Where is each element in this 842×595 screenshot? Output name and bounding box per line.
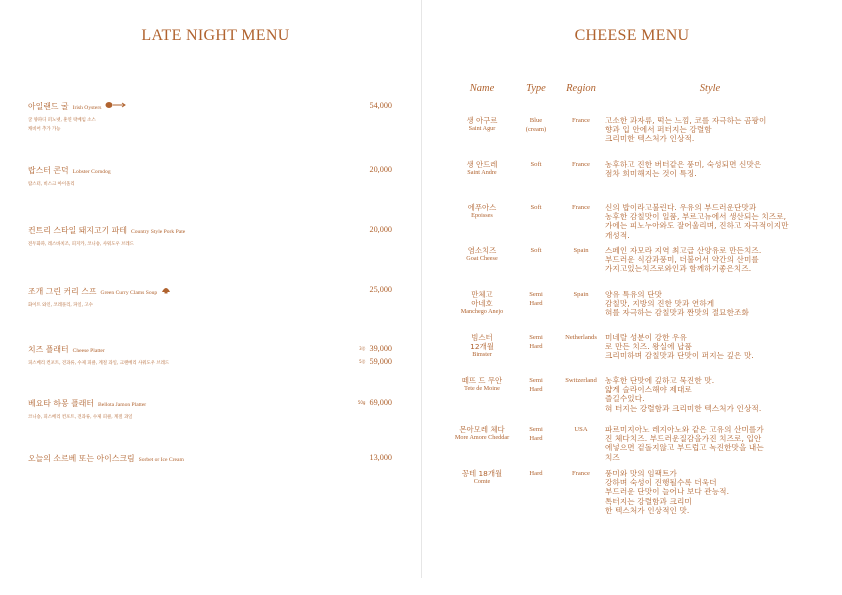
cheese-region: France — [572, 117, 590, 124]
cheese-style: 신의 밥이라고불린다. 우유의 부드러운단맛과 농후한 감칠맛이 일품, 부르고뉴에서 생산되는 치즈로, 가에는 피노누아와도 잘어울리며, 진하고 자극적이지만 개성적. — [605, 203, 789, 240]
item-name-ko: 컨트리 스타일 돼지고기 파테 — [28, 226, 127, 235]
item-name-en: Lobster Corndog — [72, 169, 111, 175]
cheese-region: Switzerland — [565, 377, 597, 384]
item-desc-line: 캐비어 추가 가능 — [28, 127, 61, 132]
cheese-type: Blue (cream) — [525, 117, 547, 133]
cheese-type: Semi Hard — [529, 291, 543, 307]
item-name-en: Country Style Pork Pate — [131, 229, 186, 235]
cheese-name: 만체고 아네호 Manchego Anejo — [460, 290, 504, 315]
cheese-region: France — [572, 204, 590, 211]
item-name-en: Bellota Jamon Platter — [98, 402, 147, 408]
cheese-type: Soft — [530, 161, 542, 168]
item-price: 20,000 — [369, 225, 392, 234]
item-desc-line: 전두화파, 레스바치조, 피지카, 코니숑, 사워도우 브레드 — [28, 242, 134, 247]
header-region: Region — [566, 83, 596, 94]
late-night-title: LATE NIGHT MENU — [141, 27, 290, 44]
item-name-ko: 오늘의 소르베 또는 아이스크림 — [28, 454, 135, 463]
cheese-name: 몬아모레 체다 More Amore Cheddar — [454, 425, 510, 441]
cheese-style: 미네랄 성분이 강한 우유 로 만든 치즈. 왕실에 납품 크리미하며 감칠맛과 단맛이 퍼지는 깊은 맛. — [605, 333, 754, 361]
item-price: 54,000 — [369, 101, 392, 110]
item-desc-line: 화이트 와인, 코레플리, 파일, 고수 — [28, 303, 93, 308]
item-price: 20,000 — [369, 165, 392, 174]
shell-icon — [161, 285, 171, 296]
cheese-name: 생 안드레 Saint Andre — [466, 160, 498, 176]
item-desc-line: 코니숑, 피스베리 컨포트, 견과류, 수제 피클, 계절 과일 — [28, 415, 133, 420]
item-name-en: Sorbet or Ice Cream — [138, 457, 184, 463]
menu-item-pork-pate — [28, 225, 392, 249]
cheese-name: 생 아구르 Saint Agur — [466, 116, 498, 132]
cheese-name: 염소치즈 Goat Cheese — [466, 246, 498, 262]
menu-item-sorbet — [28, 453, 392, 464]
item-price-option: 5종 59,000 — [359, 357, 392, 366]
item-price: 13,000 — [369, 453, 392, 462]
item-desc-line: 피스베리 컨포트, 견과류, 수제 피클, 계절 과일, 크랜베리 사워도우 브레드 — [28, 361, 170, 366]
cheese-region: France — [572, 161, 590, 168]
item-price-option: 3종 39,000 — [359, 344, 392, 353]
cheese-style: 농후하고 진한 버터같은 풍미, 숙성되면 신맛은 점차 희미해지는 것이 특징. — [605, 160, 762, 179]
cheese-type: Semi Hard — [529, 377, 543, 393]
item-name-ko: 랍스터 콘덕 — [28, 166, 69, 175]
cheese-style: 농후한 단맛에 깊하고 묵진한 맛. 얇게 슬라이스해야 제대로 즐길수있다. 혀 터지는 강렬함과 크리미한 텍스처가 인상적. — [605, 376, 762, 413]
item-price: 25,000 — [369, 285, 392, 294]
menu-item-green-curry-clams — [28, 285, 392, 310]
cheese-style: 고소한 과자류, 떡는 느낌, 코를 자극하는 곰팡이 향과 입 안에서 퍼터지는 강렬함 크리미한 텍스처가 인상적. — [605, 116, 767, 144]
cheese-region: USA — [574, 426, 588, 433]
item-price-option: 50g 69,000 — [357, 398, 392, 407]
cheese-style: 양유 특유의 단맛 감칠맛, 지방의 진한 맛과 연하게 혀를 자극하는 감칠맛과 짠맛의 절묘한조화 — [605, 290, 749, 318]
cheese-region: Spain — [573, 291, 589, 298]
cheese-type: Semi Hard — [529, 426, 543, 442]
cheese-style: 파르미지아노 레지아노와 같은 고유의 산미를가 진 체다치즈. 부드러운질감을가진 치즈로, 입안 에넣으면 겉돌지않고 부드럽고 녹진한맛을 내는 치즈 — [605, 425, 764, 462]
cheese-type: Soft — [530, 204, 542, 211]
header-type: Type — [526, 83, 546, 94]
menu-item-irish-oysters — [28, 101, 392, 134]
cheese-name: 꽁테 18개월 Comte — [461, 469, 503, 485]
header-name: Name — [469, 83, 495, 94]
item-name-ko: 베요타 하몽 플래터 — [28, 399, 94, 408]
cheese-region: Netherlands — [565, 334, 597, 341]
cheese-type: Hard — [529, 470, 543, 477]
header-style: Style — [699, 83, 721, 94]
cheese-style: 스페인 자모라 지역 최고급 산양유로 만든치즈. 부드러운 식감과풍미, 더불어서 약간의 산미를 가지고있는치즈로와인과 함께하기좋은치즈. — [605, 246, 762, 274]
item-desc-line: 굴 양파디 퍼노넷, 훈연 락베임 소스 — [28, 118, 96, 123]
cheese-type: Semi Hard — [529, 334, 543, 350]
cheese-region: France — [572, 470, 590, 477]
cheese-style: 풍미와 맛의 임팩트가 강하며 숙성이 진행될수록 더욱더 부드러운 단맛이 늘어나 보다 관능적. 톡터지는 강렬함과 크리미 한 텍스처가 인상적인 맛. — [605, 469, 730, 515]
menu-item-jamon-platter — [28, 398, 392, 422]
item-name-ko: 아일랜드 굴 — [28, 102, 69, 111]
oyster-icon — [105, 101, 127, 111]
item-name-ko: 치즈 플래터 — [28, 345, 69, 354]
item-desc-line: 랍스터, 비스크 아이올리 — [28, 182, 75, 187]
menu-item-lobster-corndog — [28, 165, 392, 189]
cheese-name: 떼뜨 드 무안 Tete de Moine — [461, 376, 503, 392]
item-name-en: Irish Oysters — [72, 105, 102, 111]
cheese-title: CHEESE MENU — [574, 27, 690, 44]
cheese-name: 빔스터 12개월 Bimster — [470, 333, 494, 358]
item-name-en: Cheese Platter — [72, 348, 105, 354]
menu-item-cheese-platter — [28, 344, 392, 368]
cheese-name: 에푸아스 Epoisses — [467, 203, 497, 219]
cheese-type: Soft — [530, 247, 542, 254]
cheese-page — [422, 0, 842, 595]
cheese-region: Spain — [573, 247, 589, 254]
item-name-ko: 조개 그린 커리 스프 — [28, 287, 97, 296]
item-name-en: Green Curry Clams Soup — [100, 290, 158, 296]
